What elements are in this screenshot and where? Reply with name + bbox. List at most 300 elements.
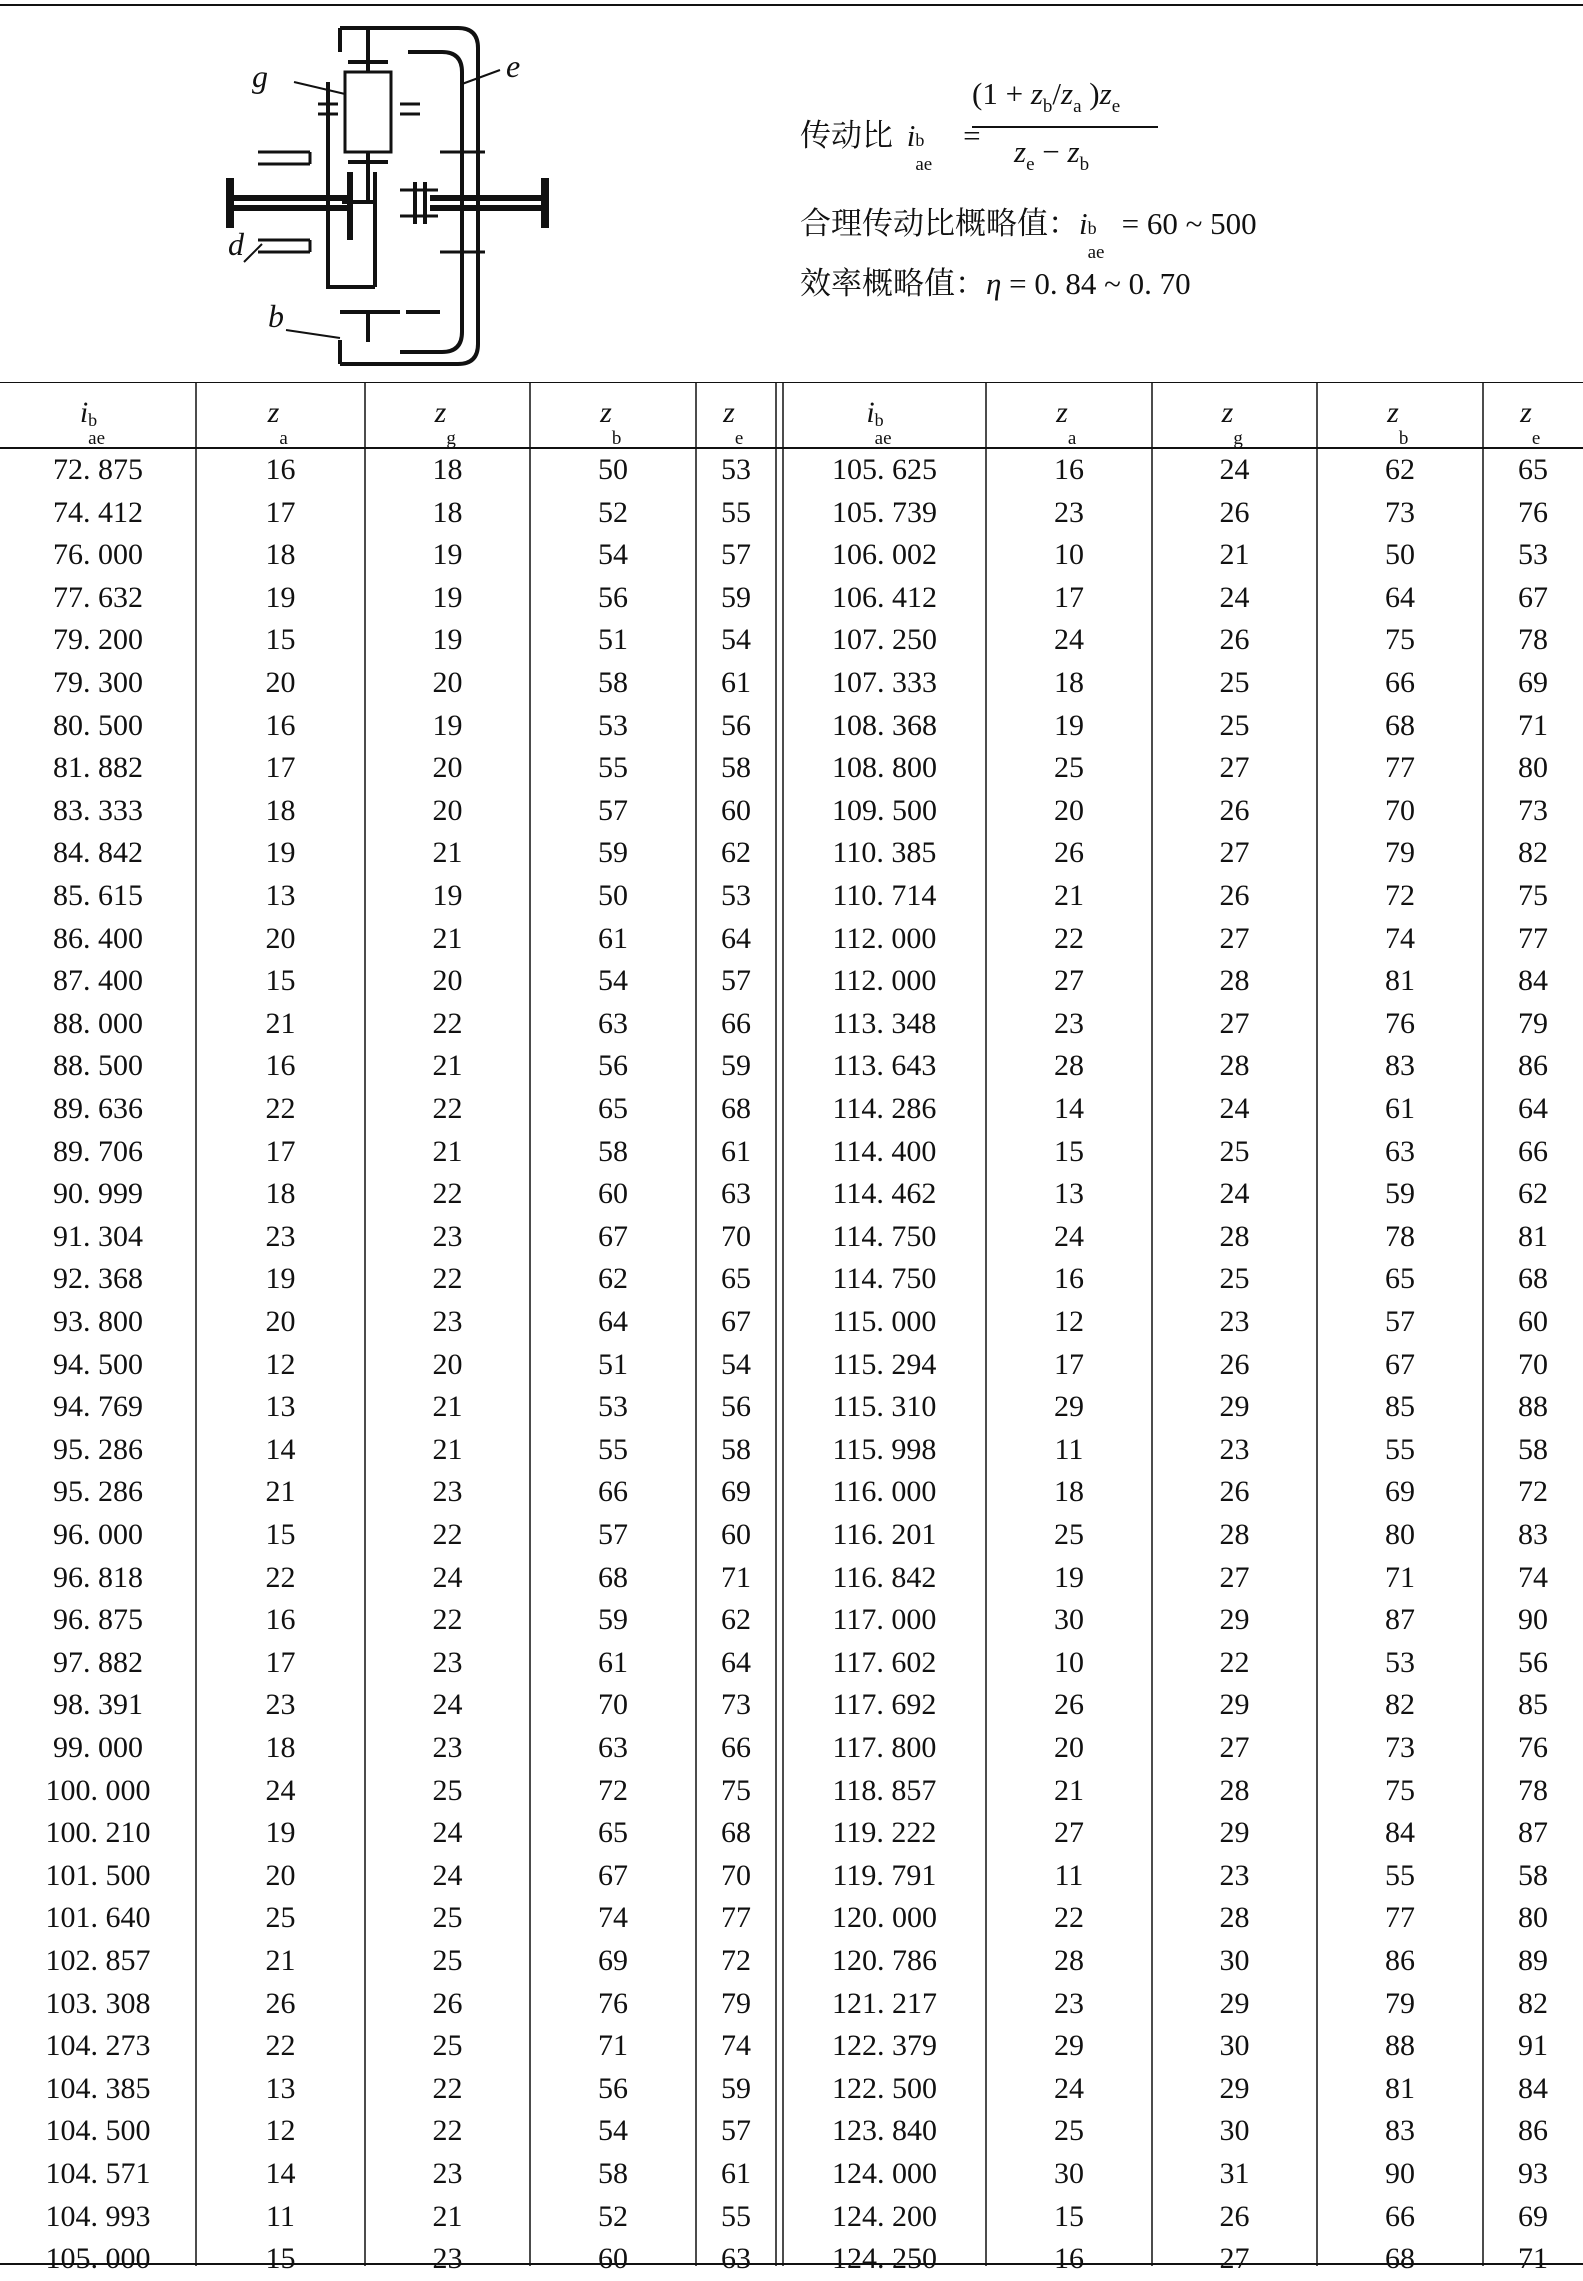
table-cell: 56: [598, 2071, 628, 2105]
table-cell: 104. 571: [45, 2157, 151, 2190]
table-cell: 18: [1054, 666, 1084, 699]
table-cell: 84: [1518, 964, 1548, 998]
table-cell: 68: [1518, 1262, 1548, 1296]
table-cell: 78: [1385, 1219, 1415, 1253]
table-cell: 115. 310: [832, 1390, 937, 1424]
table-cell: 27: [1054, 964, 1084, 998]
table-cell: 70: [598, 1688, 628, 1722]
table-cell: 23: [432, 1731, 463, 1764]
table-cell: 124. 250: [832, 2242, 937, 2276]
table-cell: 72: [1518, 1475, 1548, 1509]
table-cell: 88. 000: [53, 1006, 143, 1040]
table-cell: 64: [721, 1645, 751, 1679]
table-cell: 89: [1518, 1944, 1548, 1977]
table-cell: 26: [1219, 495, 1250, 529]
table-cell: 63: [721, 2242, 751, 2276]
table-cell: 23: [432, 1305, 463, 1338]
table-cell: 122. 500: [832, 2071, 937, 2105]
table-cell: 29: [1219, 1390, 1250, 1424]
table-cell: 29: [1219, 1986, 1250, 2020]
table-cell: 86: [1518, 1049, 1548, 1083]
table-cell: 73: [1518, 793, 1548, 827]
table-cell: 101. 500: [45, 1858, 151, 1892]
table-cell: 53: [598, 1390, 628, 1424]
table-cell: 23: [1219, 1432, 1250, 1466]
table-cell: 104. 385: [45, 2071, 151, 2105]
table-cell: 92. 368: [53, 1262, 143, 1296]
table-cell: 20: [1054, 1731, 1084, 1764]
gear-ratio-table: [0, 382, 1583, 2276]
table-cell: 22: [1054, 921, 1084, 955]
table-cell: 123. 840: [832, 2114, 937, 2148]
table-cell: 84: [1385, 1816, 1415, 1850]
table-cell: 27: [1219, 921, 1250, 955]
table-cell: 116. 000: [832, 1475, 937, 1509]
table-cell: 31: [1219, 2157, 1250, 2190]
table-cell: 71: [721, 1560, 751, 1594]
table-cell: 77: [1385, 751, 1415, 785]
table-cell: 63: [1385, 1134, 1415, 1168]
table-cell: 67: [598, 1219, 628, 1253]
table-cell: 29: [1054, 1390, 1084, 1424]
table-cell: 17: [265, 1645, 296, 1679]
table-cell: 28: [1219, 1518, 1250, 1551]
table-cell: 74: [1385, 921, 1415, 955]
table-cell: 100. 000: [45, 1773, 151, 1807]
table-cell: 26: [1219, 793, 1250, 827]
table-cell: 23: [432, 2242, 463, 2276]
top-rule: [0, 4, 1583, 6]
table-cell: 26: [432, 1986, 463, 2020]
table-cell: 22: [432, 1603, 463, 1637]
table-cell: 13: [265, 879, 296, 912]
table-cell: 88. 500: [53, 1049, 143, 1083]
fraction-numerator: ($1 + z_b/z_a$ )$z_e$: [972, 76, 1121, 117]
table-cell: 23: [432, 1645, 463, 1679]
ratio-fraction: [972, 76, 1162, 180]
table-cell: 89. 636: [53, 1092, 143, 1125]
table-cell: 22: [432, 2071, 463, 2105]
column-header: z e: [723, 396, 744, 449]
table-cell: 83. 333: [53, 793, 143, 827]
table-cell: 27: [1219, 1006, 1250, 1040]
table-cell: 20: [265, 921, 296, 955]
table-cell: 64: [1518, 1092, 1548, 1125]
table-cell: 19: [1054, 708, 1084, 742]
table-cell: 71: [598, 2029, 628, 2063]
table-cell: 118. 857: [832, 1773, 937, 1807]
reasonable-ratio-symbol: i: [1079, 206, 1088, 241]
table-cell: 20: [265, 1858, 296, 1892]
table-cell: 67: [721, 1305, 751, 1338]
table-cell: 14: [1054, 1092, 1084, 1125]
table-cell: 23: [432, 1219, 463, 1253]
table-cell: 27: [1219, 836, 1250, 870]
table-cell: 20: [432, 1347, 463, 1381]
table-cell: 87: [1518, 1816, 1548, 1850]
table-cell: 52: [598, 2199, 628, 2233]
table-cell: 61: [721, 666, 751, 699]
ratio-symbol: i: [906, 118, 916, 153]
table-cell: 105. 000: [45, 2242, 151, 2276]
table-cell: 75: [721, 1773, 751, 1807]
table-cell: 81: [1385, 2071, 1415, 2105]
table-cell: 22: [432, 2114, 463, 2148]
table-cell: 108. 800: [832, 751, 937, 785]
column-header: z a: [1056, 396, 1077, 449]
table-cell: 104. 500: [45, 2114, 151, 2148]
table-cell: 64: [721, 921, 751, 955]
table-cell: 18: [265, 1177, 296, 1211]
table-cell: 54: [598, 538, 628, 572]
table-cell: 85. 615: [53, 879, 143, 912]
table-cell: 89. 706: [53, 1134, 143, 1168]
table-cell: 93: [1518, 2157, 1548, 2190]
table-cell: 109. 500: [832, 793, 937, 827]
table-cell: 22: [432, 1006, 463, 1040]
column-header: z g: [1221, 396, 1243, 449]
table-cell: 13: [1054, 1177, 1084, 1211]
table-cell: 120. 000: [832, 1901, 937, 1935]
table-cell: 68: [1385, 708, 1415, 742]
column-header: z b: [600, 396, 622, 449]
table-cell: 10: [1054, 538, 1084, 572]
table-cell: 23: [1054, 1006, 1084, 1040]
table-cell: 51: [598, 623, 628, 657]
table-cell: 95. 286: [53, 1432, 143, 1466]
table-cell: 17: [265, 751, 296, 785]
table-cell: 26: [1219, 1347, 1250, 1381]
table-cell: 22: [1054, 1901, 1084, 1935]
table-cell: 105. 625: [832, 453, 937, 486]
table-cell: 26: [1219, 623, 1250, 657]
table-cell: 96. 875: [53, 1603, 143, 1637]
reasonable-ratio-label: 合理传动比概略值：: [800, 206, 1079, 241]
table-cell: 71: [1385, 1560, 1415, 1594]
table-cell: 69: [721, 1475, 751, 1509]
table-cell: 65: [598, 1092, 628, 1125]
table-cell: 26: [265, 1986, 296, 2020]
table-cell: 29: [1054, 2029, 1084, 2063]
table-cell: 20: [265, 1305, 296, 1338]
label-e: e: [506, 48, 521, 84]
ratio-sup: b: [915, 130, 925, 150]
table-cell: 85: [1518, 1688, 1548, 1722]
table-cell: 17: [1054, 580, 1084, 614]
formula-block: [800, 76, 1560, 310]
table-cell: 27: [1219, 2242, 1250, 2276]
table-cell: 16: [1054, 453, 1084, 486]
table-cell: 12: [1054, 1305, 1084, 1338]
table-cell: 70: [1385, 793, 1415, 827]
table-cell: 88: [1518, 1390, 1548, 1424]
table-cell: 80: [1385, 1518, 1415, 1551]
table-cell: 55: [1385, 1858, 1415, 1892]
table-cell: 56: [721, 708, 751, 742]
table-cell: 26: [1219, 2199, 1250, 2233]
table-cell: 65: [1385, 1262, 1415, 1296]
table-cell: 105. 739: [832, 495, 937, 529]
table-cell: 16: [1054, 1262, 1084, 1296]
table-cell: 22: [432, 1177, 463, 1211]
table-cell: 82: [1385, 1688, 1415, 1722]
table-cell: 59: [598, 1603, 628, 1637]
table-cell: 24: [1219, 453, 1250, 486]
table-cell: 19: [432, 879, 463, 912]
table-cell: 68: [1385, 2242, 1415, 2276]
table-cell: 93. 800: [53, 1305, 143, 1338]
table-cell: 91. 304: [53, 1219, 143, 1253]
table-cell: 61: [1385, 1092, 1415, 1125]
table-cell: 24: [1219, 580, 1250, 614]
table-cell: 25: [432, 2029, 463, 2063]
table-cell: 55: [598, 751, 628, 785]
table-cell: 22: [432, 1092, 463, 1125]
table-cell: 55: [721, 495, 751, 529]
table-cell: 66: [598, 1475, 628, 1509]
table-cell: 56: [1518, 1645, 1548, 1679]
table-cell: 22: [432, 1262, 463, 1296]
table-cell: 58: [598, 1134, 628, 1168]
table-cell: 59: [721, 1049, 751, 1083]
table-cell: 58: [1518, 1432, 1548, 1466]
table-cell: 61: [598, 921, 628, 955]
table-cell: 22: [1219, 1645, 1250, 1679]
table-cell: 28: [1219, 1901, 1250, 1935]
table-cell: 22: [265, 1092, 296, 1125]
table-cell: 82: [1518, 1986, 1548, 2020]
table-cell: 30: [1219, 2029, 1250, 2063]
table-cell: 65: [1518, 453, 1548, 486]
table-cell: 17: [265, 495, 296, 529]
gear-train-diagram: [200, 22, 560, 367]
table-cell: 21: [432, 2199, 463, 2233]
table-cell: 52: [598, 495, 628, 529]
table-cell: 114. 462: [832, 1177, 937, 1211]
table-cell: 57: [721, 538, 751, 572]
table-cell: 117. 602: [832, 1645, 937, 1679]
table-cell: 24: [265, 1773, 296, 1807]
reasonable-ratio-line: 合理传动比概略值：i b ae = 60 ~ 500: [800, 206, 1257, 263]
table-cell: 23: [432, 1475, 463, 1509]
table-cell: 26: [1054, 1688, 1084, 1722]
table-cell: 71: [1518, 708, 1548, 742]
table-cell: 67: [1385, 1347, 1415, 1381]
table-cell: 62: [721, 836, 751, 870]
table-cell: 124. 200: [832, 2199, 937, 2233]
table-cell: 81: [1518, 1219, 1548, 1253]
table-cell: 19: [432, 538, 463, 572]
table-cell: 28: [1219, 1773, 1250, 1807]
table-cell: 97. 882: [53, 1645, 143, 1679]
table-cell: 70: [721, 1219, 751, 1253]
table-cell: 101. 640: [45, 1901, 151, 1935]
table-cell: 24: [1219, 1092, 1250, 1125]
table-cell: 14: [265, 2157, 296, 2190]
table-cell: 11: [1054, 1858, 1084, 1892]
table-cell: 19: [432, 708, 463, 742]
table-cell: 60: [598, 1177, 628, 1211]
table-cell: 23: [1054, 495, 1084, 529]
table-cell: 10: [1054, 1645, 1084, 1679]
table-cell: 79: [1518, 1006, 1548, 1040]
table-cell: 73: [1385, 495, 1415, 529]
table-cell: 53: [721, 879, 751, 912]
table-cell: 55: [721, 2199, 751, 2233]
column-header: i b ae: [79, 396, 106, 449]
table-cell: 27: [1219, 1731, 1250, 1764]
table-cell: 75: [1518, 879, 1548, 912]
table-cell: 106. 412: [832, 580, 937, 614]
table-cell: 100. 210: [45, 1816, 151, 1850]
table-cell: 22: [265, 2029, 296, 2063]
table-cell: 25: [432, 1773, 463, 1807]
efficiency-value: = 0. 84 ~ 0. 70: [1009, 266, 1191, 301]
table-cell: 56: [598, 1049, 628, 1083]
table-cell: 58: [721, 751, 751, 785]
table-cell: 87: [1385, 1603, 1415, 1637]
table-cell: 21: [432, 921, 463, 955]
table-cell: 90: [1518, 1603, 1548, 1637]
table-cell: 114. 286: [832, 1092, 937, 1125]
table-cell: 19: [265, 580, 296, 614]
column-header: z e: [1520, 396, 1541, 449]
table-cell: 15: [265, 623, 296, 657]
table-cell: 19: [265, 836, 296, 870]
table-cell: 64: [598, 1305, 628, 1338]
table-cell: 21: [432, 1390, 463, 1424]
table-cell: 117. 800: [832, 1731, 937, 1764]
table-cell: 73: [721, 1688, 751, 1722]
reasonable-ratio-value: = 60 ~ 500: [1121, 206, 1257, 241]
table-cell: 15: [265, 2242, 296, 2276]
table-cell: 15: [1054, 2199, 1084, 2233]
table-cell: 21: [432, 1432, 463, 1466]
table-cell: 15: [265, 1518, 296, 1551]
table-cell: 27: [1219, 1560, 1250, 1594]
table-cell: 57: [598, 1518, 628, 1551]
table-cell: 18: [265, 538, 296, 572]
table-cell: 117. 000: [832, 1603, 937, 1637]
table-cell: 19: [265, 1262, 296, 1296]
table-cell: 59: [598, 836, 628, 870]
table-cell: 116. 201: [832, 1518, 937, 1551]
table-cell: 25: [1054, 2114, 1084, 2148]
table-cell: 26: [1219, 879, 1250, 912]
table-cell: 24: [432, 1560, 463, 1594]
table-cell: 66: [721, 1006, 751, 1040]
table-cell: 113. 348: [832, 1006, 937, 1040]
table-cell: 16: [265, 453, 296, 486]
table-cell: 72: [598, 1773, 628, 1807]
table-cell: 73: [1385, 1731, 1415, 1764]
table-cell: 21: [432, 1049, 463, 1083]
table-cell: 117. 692: [832, 1688, 937, 1722]
table-cell: 86. 400: [53, 921, 143, 955]
table-cell: 67: [598, 1858, 628, 1892]
table-cell: 79. 300: [53, 666, 143, 699]
table-cell: 119. 222: [832, 1816, 937, 1850]
table-cell: 62: [598, 1262, 628, 1296]
ratio-formula: [800, 110, 981, 175]
table-cell: 83: [1518, 1518, 1548, 1551]
table-cell: 112. 000: [832, 921, 937, 955]
table-cell: 25: [432, 1944, 463, 1977]
table-cell: 53: [598, 708, 628, 742]
table-cell: 60: [721, 793, 751, 827]
table-cell: 122. 379: [832, 2029, 937, 2063]
table-cell: 77: [721, 1901, 751, 1935]
table-cell: 15: [265, 964, 296, 998]
table-cell: 14: [265, 1432, 296, 1466]
table-cell: 29: [1219, 2071, 1250, 2105]
table-cell: 59: [721, 580, 751, 614]
table-cell: 65: [598, 1816, 628, 1850]
table-cell: 27: [1054, 1816, 1084, 1850]
table-cell: 83: [1385, 2114, 1415, 2148]
table-cell: 25: [1054, 1518, 1084, 1551]
table-cell: 12: [265, 2114, 296, 2148]
table-cell: 12: [265, 1347, 296, 1381]
table-cell: 115. 998: [832, 1432, 937, 1466]
table-cell: 79: [1385, 836, 1415, 870]
table-cell: 84. 842: [53, 836, 143, 870]
table-cell: 28: [1219, 964, 1250, 998]
table-cell: 20: [432, 793, 463, 827]
table-cell: 54: [598, 2114, 628, 2148]
table-cell: 112. 000: [832, 964, 937, 998]
table-cell: 107. 250: [832, 623, 937, 657]
ratio-eq: =: [963, 118, 981, 153]
table-cell: 58: [721, 1432, 751, 1466]
table-cell: 66: [1518, 1134, 1548, 1168]
table-cell: 22: [265, 1560, 296, 1594]
table-cell: 18: [432, 495, 463, 529]
table-cell: 24: [1054, 623, 1084, 657]
table-cell: 84: [1518, 2071, 1548, 2105]
table-cell: 25: [1219, 666, 1250, 699]
table-cell: 17: [265, 1134, 296, 1168]
table-cell: 23: [1219, 1305, 1250, 1338]
table-cell: 61: [721, 1134, 751, 1168]
table-cell: 58: [598, 666, 628, 699]
table-cell: 17: [1054, 1347, 1084, 1381]
table-cell: 59: [721, 2071, 751, 2105]
table-cell: 76: [598, 1986, 628, 2020]
table-cell: 20: [265, 666, 296, 699]
table-cell: 16: [265, 1049, 296, 1083]
table-cell: 72. 875: [53, 453, 143, 486]
table-cell: 59: [1385, 1177, 1415, 1211]
table-cell: 13: [265, 1390, 296, 1424]
table-cell: 66: [1385, 666, 1415, 699]
table-cell: 16: [265, 1603, 296, 1637]
table-cell: 25: [1054, 751, 1084, 785]
efficiency-line: [800, 258, 1191, 303]
table-cell: 20: [1054, 793, 1084, 827]
table-cell: 96. 000: [53, 1518, 143, 1551]
table-cell: 56: [721, 1390, 751, 1424]
table-cell: 11: [266, 2199, 295, 2233]
table-cell: 18: [432, 453, 463, 486]
table-cell: 50: [598, 879, 628, 912]
table-cell: 68: [721, 1092, 751, 1125]
table-cell: 120. 786: [832, 1944, 937, 1977]
table-cell: 26: [1219, 1475, 1250, 1509]
table-cell: 20: [432, 751, 463, 785]
table-cell: 79. 200: [53, 623, 143, 657]
table-cell: 25: [432, 1901, 463, 1935]
